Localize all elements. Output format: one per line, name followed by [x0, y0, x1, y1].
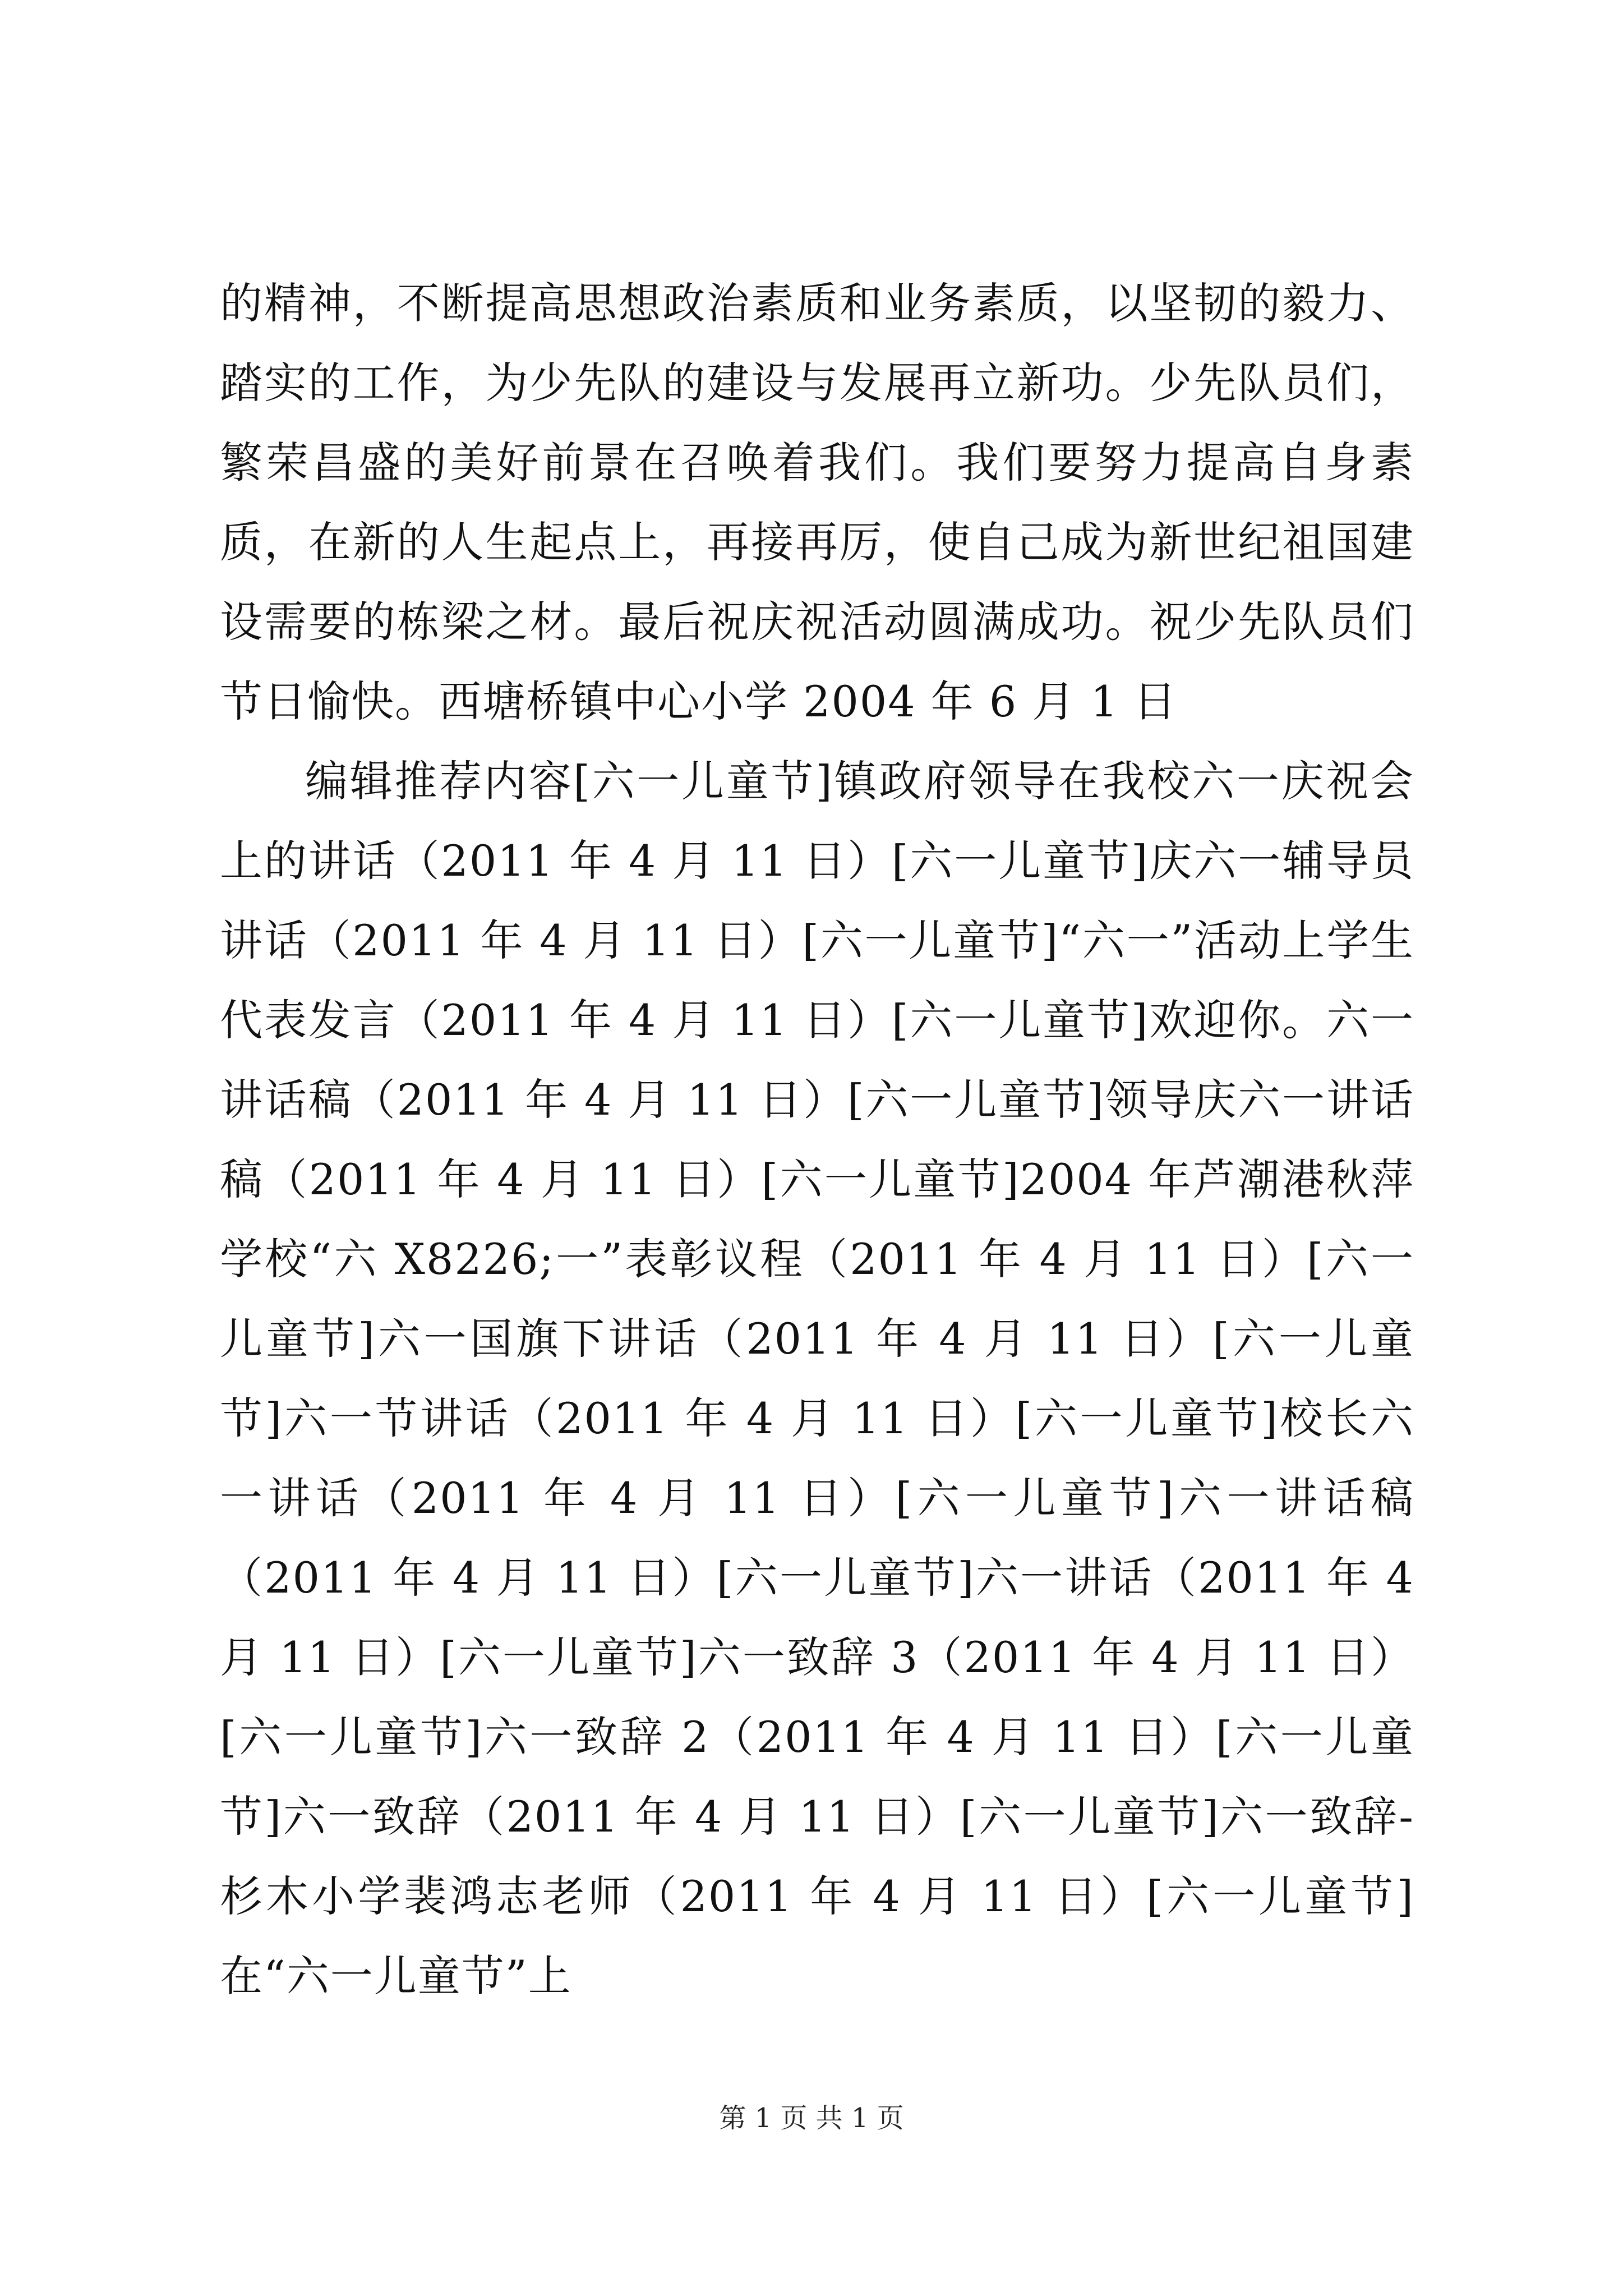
paragraph-speech-ending: 的精神，不断提高思想政治素质和业务素质，以坚韧的毅力、踏实的工作，为少先队的建设与发展再立新功。少先队员们，繁荣昌盛的美好前景在召唤着我们。我们要努力提高自身素质，在新的人生起点上，再接再厉，使自己成为新世纪祖国建设需要的栋梁之材。最后祝庆祝活动圆满成功。祝少先队员们节日愉快。西塘桥镇中心小学 2004 年 6 月 1 日	[220, 278, 1414, 726]
document-body	[220, 264, 1430, 2016]
page-number-footer: 第 1 页 共 1 页	[719, 2102, 904, 2134]
paragraph-recommended-content: 编辑推荐内容[六一儿童节]镇政府领导在我校六一庆祝会上的讲话（2011 年 4 月 11 日）[六一儿童节]庆六一辅导员讲话（2011 年 4 月 11 日）[六一儿童节]“六一”活动上学生代表发言（2011 年 4 月 11 日）[六一儿童节]欢迎你。六一讲话稿（2011 年 4 月 11 日）[六一儿童节]领导庆六一讲话稿（2011 年 4 月 11 日）[六一儿童节]2004 年芦潮港秋萍学校“六 X8226;一”表彰议程（2011 年 4 月 11 日）[六一儿童节]六一国旗下讲话（2011 年 4 月 11 日）[六一儿童节]六一节讲话（2011 年 4 月 11 日）[六一儿童节]校长六一讲话（2011 年 4 月 11 日）[六一儿童节]六一讲话稿（2011 年 4 月 11 日）[六一儿童节]六一讲话（2011 年 4 月 11 日）[六一儿童节]六一致辞 3（2011 年 4 月 11 日）[六一儿童节]六一致辞 2（2011 年 4 月 11 日）[六一儿童节]六一致辞（2011 年 4 月 11 日）[六一儿童节]六一致辞-杉木小学裴鸿志老师（2011 年 4 月 11 日）[六一儿童节]在“六一儿童节”上	[220, 756, 1430, 2001]
